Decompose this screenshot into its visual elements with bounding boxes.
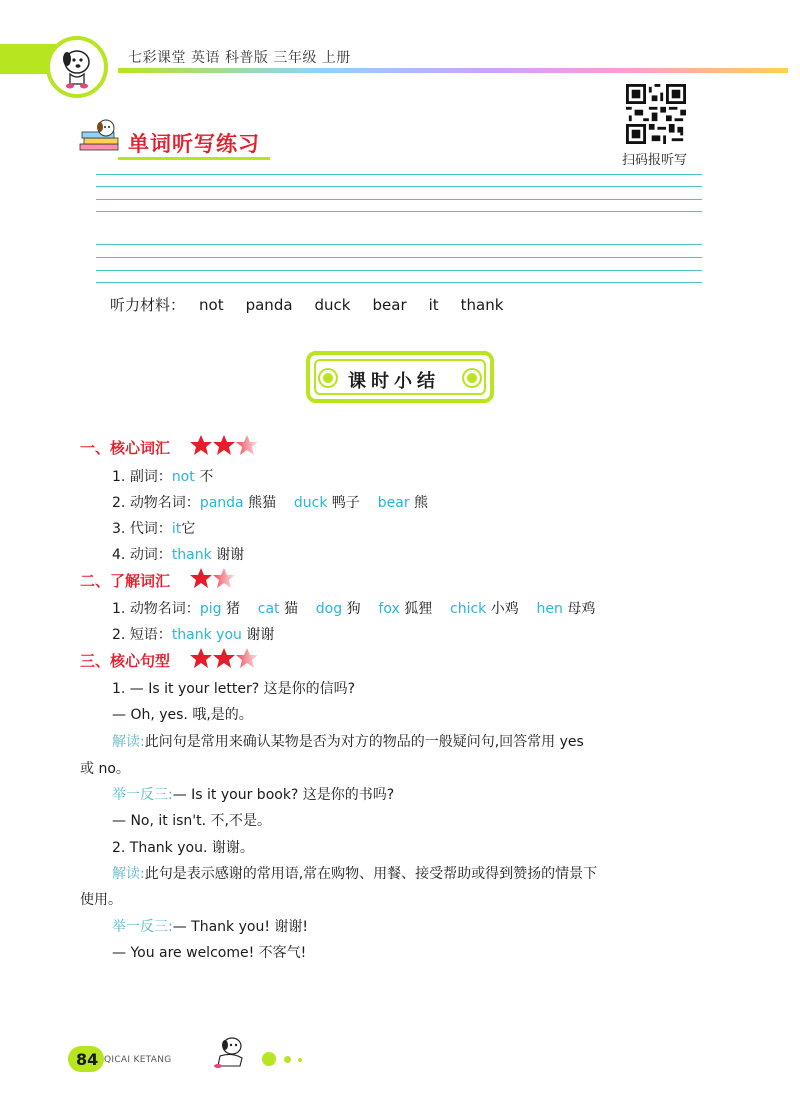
listening-material	[110, 294, 503, 315]
material-word: bear	[372, 296, 407, 314]
rating-stars-icon	[190, 647, 262, 671]
section-heading-learn-vocab: 二、了解词汇	[80, 572, 171, 590]
rating-stars-icon	[190, 434, 262, 458]
rating-stars-icon	[190, 567, 240, 591]
puppy-footer-icon	[206, 1034, 252, 1070]
example-line: — You are welcome! 不客气!	[112, 945, 307, 961]
vocab-line: 1. 动物名词：pig 猪 cat 猫 dog 狗 fox 狐狸 chick 小鸡 hen 母鸡	[112, 601, 596, 617]
vocab-line: 3. 代词：it它	[112, 521, 196, 537]
note-line: 解读:此句是表示感谢的常用语,常在购物、用餐、接受帮助或得到赞扬的情景下	[112, 866, 598, 882]
puppy-mascot-icon	[50, 40, 104, 94]
material-word: panda	[245, 296, 293, 314]
vocab-line: 2. 短语：thank you 谢谢	[112, 627, 275, 643]
books-mascot-icon	[76, 118, 124, 158]
section-heading-core-vocab: 一、核心词汇	[80, 439, 171, 457]
note-line: 解读:此问句是常用来确认某物是否为对方的物品的一般疑问句,回答常用 yes	[112, 734, 584, 750]
footer-dot-icon	[284, 1056, 291, 1063]
sentence-line: — Oh, yes. 哦,是的。	[112, 707, 253, 723]
example-line: 举一反三:— Thank you! 谢谢!	[112, 919, 309, 935]
example-line: — No, it isn't. 不,不是。	[112, 813, 271, 829]
page-number: 84	[76, 1050, 99, 1069]
section-heading-core-sentences: 三、核心句型	[80, 652, 171, 670]
mascot-badge	[46, 36, 108, 98]
header-rainbow-bar	[118, 68, 788, 73]
material-word: it	[428, 296, 439, 314]
writing-line[interactable]	[96, 186, 702, 187]
summary-left-dot-icon	[320, 370, 336, 386]
dictation-title-underline	[118, 157, 270, 160]
material-label: 听力材料：	[110, 296, 186, 314]
material-word: thank	[460, 296, 504, 314]
sentence-line: 1. — Is it your letter? 这是你的信吗?	[112, 681, 356, 697]
material-word: not	[199, 296, 224, 314]
note-line: 使用。	[80, 892, 122, 908]
note-line: 或 no。	[80, 761, 130, 777]
vocab-line: 4. 动词：thank 谢谢	[112, 547, 245, 563]
writing-line[interactable]	[96, 270, 702, 271]
summary-right-dot-icon	[464, 370, 480, 386]
writing-line[interactable]	[96, 244, 702, 245]
footer-dot-icon	[262, 1052, 276, 1066]
writing-line[interactable]	[96, 282, 702, 283]
book-title: 七彩课堂 英语 科普版 三年级 上册	[128, 50, 351, 66]
summary-title: 课时小结	[348, 371, 440, 392]
vocab-line: 1. 副词：not 不	[112, 469, 214, 485]
example-line: 举一反三:— Is it your book? 这是你的书吗?	[112, 787, 395, 803]
writing-line[interactable]	[96, 257, 702, 258]
dictation-title: 单词听写练习	[128, 132, 260, 156]
footer-dot-icon	[298, 1058, 302, 1062]
material-word: duck	[314, 296, 351, 314]
vocab-line: 2. 动物名词：panda 熊猫 duck 鸭子 bear 熊	[112, 495, 429, 511]
qr-caption: 扫码报听写	[622, 153, 688, 168]
qr-code-icon[interactable]	[626, 84, 686, 144]
footer-brand: QICAI KETANG	[104, 1055, 172, 1065]
writing-line[interactable]	[96, 211, 702, 212]
sentence-line: 2. Thank you. 谢谢。	[112, 840, 254, 856]
writing-line[interactable]	[96, 174, 702, 175]
writing-line[interactable]	[96, 199, 702, 200]
